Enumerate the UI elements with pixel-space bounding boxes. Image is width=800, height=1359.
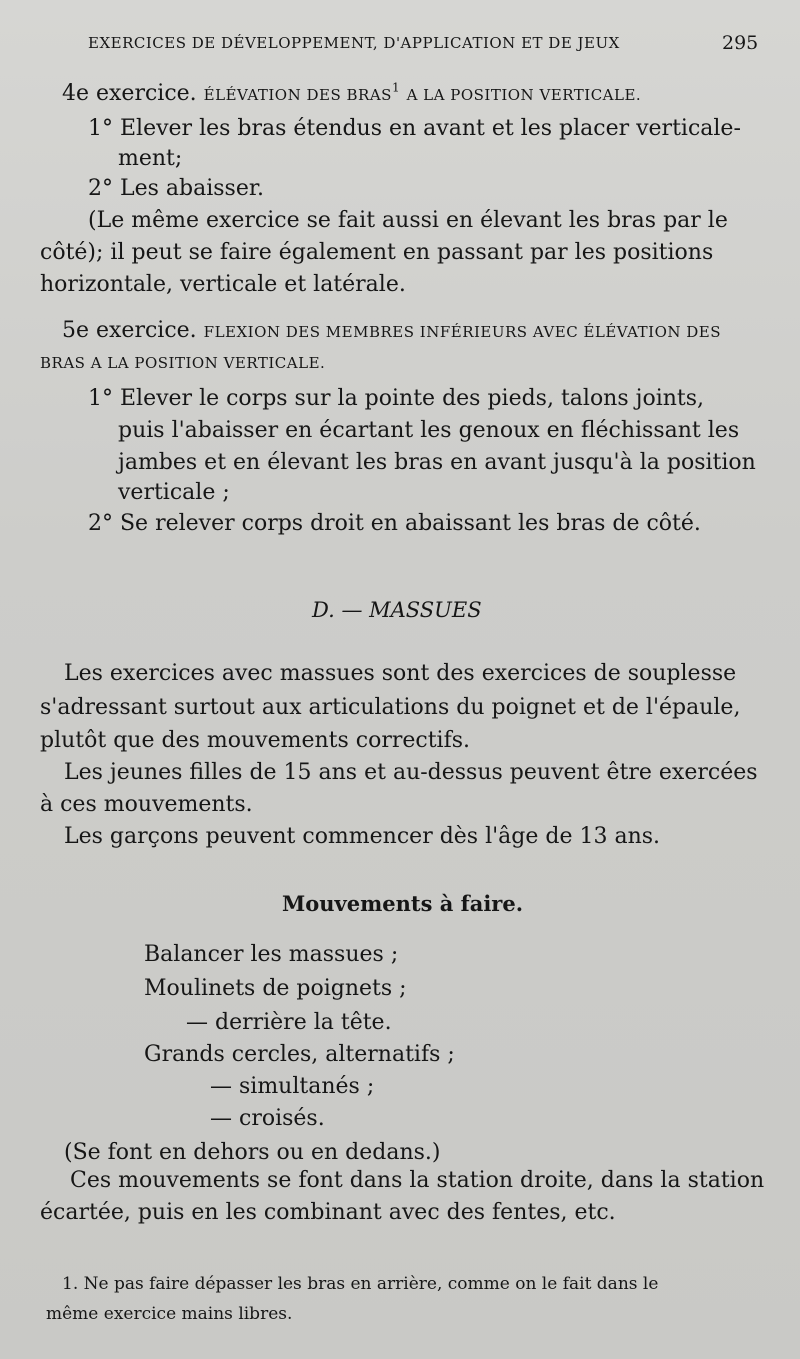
section-heading <box>312 600 482 621</box>
massues-paragraph-1-line-1: Les exercices avec massues sont des exercices de souplesse <box>64 661 737 686</box>
exercise-5-step-1: 1° Elever le corps sur la pointe des pieds, talons joints, <box>88 386 705 411</box>
footnote-line-2: même exercice mains libres. <box>46 1304 293 1324</box>
movement-item-2: Moulinets de poignets ; <box>144 976 407 1001</box>
footnote-line-1: 1. Ne pas faire dépasser les bras en arrière, comme on le fait dans le <box>62 1274 659 1294</box>
page-number: 295 <box>722 32 759 54</box>
massues-paragraph-1-line-3: plutôt que des mouvements correctifs. <box>40 728 470 753</box>
exercise-5-heading <box>62 320 721 342</box>
exercise-5-title: FLEXION DES MEMBRES INFÉRIEURS AVEC ÉLÉVATION DES <box>203 323 722 341</box>
movement-note: (Se font en dehors ou en dedans.) <box>64 1140 441 1165</box>
exercise-5-step-1-cont-2: jambes et en élevant les bras en avant jusqu'à la position <box>118 450 756 475</box>
exercise-5-step-1-cont-3: verticale ; <box>118 480 230 505</box>
movement-item-3: — derrière la tête. <box>186 1010 392 1035</box>
massues-paragraph-2-line-2: à ces mouvements. <box>40 792 253 817</box>
exercise-5-step-2: 2° Se relever corps droit en abaissant les bras de côté. <box>88 511 701 536</box>
section-heading-text: D. — MASSUES <box>312 598 482 622</box>
movement-item-4: Grands cercles, alternatifs ; <box>144 1042 455 1067</box>
movement-item-1: Balancer les massues ; <box>144 942 399 967</box>
exercise-5-title-cont: BRAS A LA POSITION VERTICALE. <box>40 354 326 372</box>
massues-paragraph-2-line-1: Les jeunes filles de 15 ans et au-dessus peuvent être exercées <box>64 760 758 785</box>
movement-item-6: — croisés. <box>210 1106 325 1131</box>
exercise-4-step-2: 2° Les abaisser. <box>88 176 264 201</box>
exercise-4-note-3: horizontale, verticale et latérale. <box>40 272 406 297</box>
exercise-5-label: 5e exercice. <box>62 318 197 343</box>
exercise-4-title-end: A LA POSITION VERTICALE. <box>406 86 642 104</box>
closing-line-1: Ces mouvements se font dans la station droite, dans la station <box>70 1168 765 1193</box>
exercise-5-step-1-cont-1: puis l'abaisser en écartant les genoux en fléchissant les <box>118 418 740 443</box>
exercise-4-heading <box>62 80 642 106</box>
exercise-4-note-1: (Le même exercice se fait aussi en élevant les bras par le <box>88 208 728 233</box>
running-title: EXERCICES DE DÉVELOPPEMENT, D'APPLICATION ET DE JEUX <box>88 34 620 52</box>
exercise-4-step-1: 1° Elever les bras étendus en avant et les placer verticale- <box>88 116 741 141</box>
footnote-marker: 1 <box>391 80 400 95</box>
massues-paragraph-1-line-2: s'adressant surtout aux articulations du poignet et de l'épaule, <box>40 695 741 720</box>
exercise-4-title: ÉLÉVATION DES BRAS <box>203 86 392 104</box>
movement-item-5: — simultanés ; <box>210 1074 375 1099</box>
exercise-4-label: 4e exercice. <box>62 81 197 106</box>
mouvements-heading: Mouvements à faire. <box>282 891 524 916</box>
exercise-4-step-1-cont: ment; <box>118 146 183 171</box>
exercise-4-note-2: côté); il peut se faire également en passant par les positions <box>40 240 714 265</box>
massues-paragraph-3: Les garçons peuvent commencer dès l'âge de 13 ans. <box>64 824 661 849</box>
closing-line-2: écartée, puis en les combinant avec des fentes, etc. <box>40 1200 616 1225</box>
